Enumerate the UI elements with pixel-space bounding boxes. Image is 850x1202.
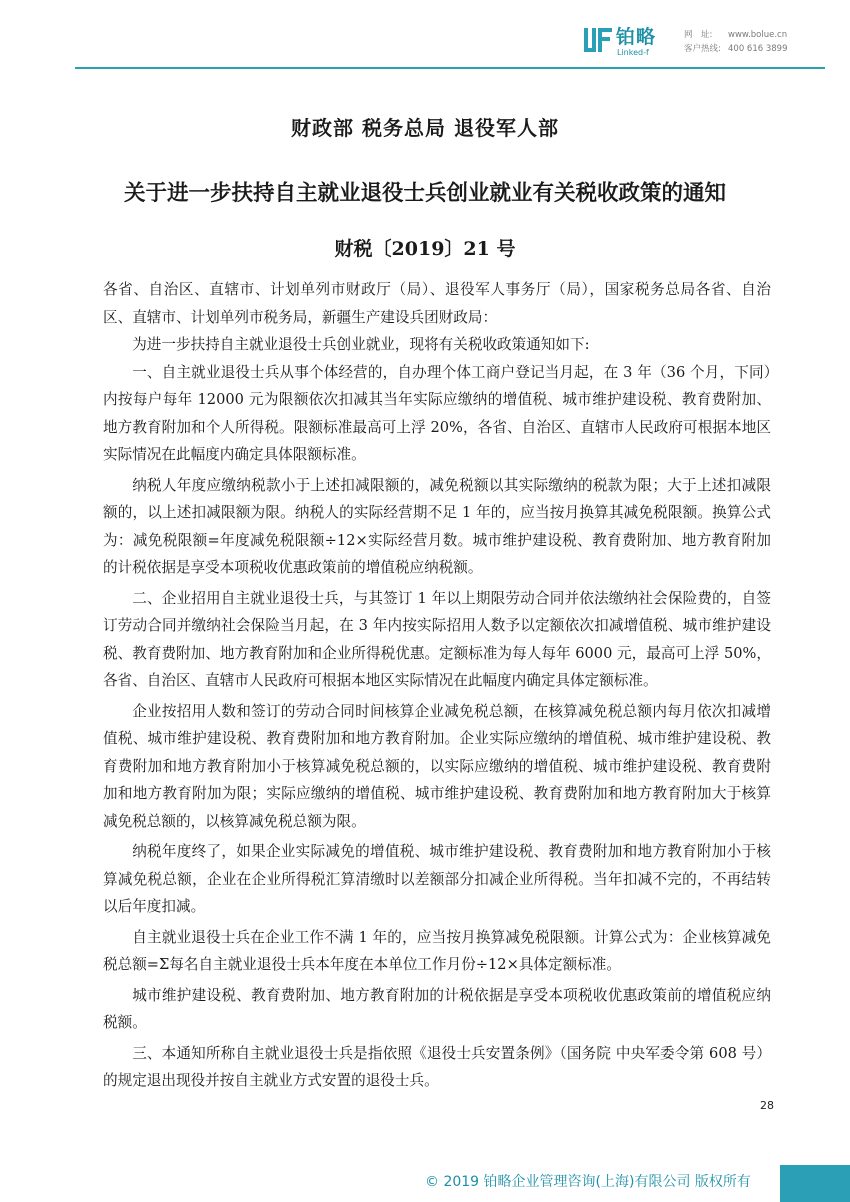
- footer-copyright: © 2019 铂略企业管理咨询(上海)有限公司 版权所有: [425, 1174, 751, 1190]
- hotline-label: 客户热线:: [684, 44, 721, 54]
- logo-chinese-text: 铂略: [616, 26, 657, 48]
- addressee-paragraph: 各省、自治区、直辖市、计划单列市财政厅（局）、退役军人事务厅（局），国家税务总局各省、自治区、直辖市、计划单列市税务局，新疆生产建设兵团财政局：: [103, 281, 771, 326]
- website-line: [684, 28, 787, 42]
- footer-accent-block: [780, 1165, 850, 1202]
- logo-mark-icon: [583, 26, 613, 58]
- contact-info: [684, 28, 787, 56]
- website-link[interactable]: www.bolue.cn: [728, 30, 788, 40]
- hotline-number: 400 616 3899: [728, 44, 788, 54]
- body-paragraph: 自主就业退役士兵在企业工作不满 1 年的，应当按月换算减免税限额。计算公式为：企业核算减免税总额=Σ每名自主就业退役士兵本年度在本单位工作月份÷12×具体定额标准。: [103, 928, 771, 973]
- body-paragraph: 城市维护建设税、教育费附加、地方教育附加的计税依据是享受本项税收优惠政策前的增值税应纳税额。: [103, 986, 771, 1031]
- page-number: 28: [760, 1099, 774, 1112]
- body-paragraph: 一、自主就业退役士兵从事个体经营的，自办理个体工商户登记当月起，在 3 年（36 个月，下同）内按每户每年 12000 元为限额依次扣减其当年实际应缴纳的增值税、城市维护建设税、教育费附加、地方教育附加和个人所得税。限额标准最高可上浮 20%，各省、自治区、直辖市人民政府可根据本地区实际情况在此幅度内确定具体限额标准。: [103, 363, 771, 463]
- body-paragraph: 二、企业招用自主就业退役士兵，与其签订 1 年以上期限劳动合同并依法缴纳社会保险费的，自签订劳动合同并缴纳社会保险当月起，在 3 年内按实际招用人数予以定额依次扣减增值税、城市维护建设税、教育费附加、地方教育附加和企业所得税优惠。定额标准为每人每年 6000 元，最高可上浮 50%，各省、自治区、直辖市人民政府可根据本地区实际情况在此幅度内确定具体定额标准。: [103, 589, 771, 689]
- body-paragraph: 纳税年度终了，如果企业实际减免的增值税、城市维护建设税、教育费附加和地方教育附加小于核算减免税总额，企业在企业所得税汇算清缴时以差额部分扣减企业所得税。当年扣减不完的，不再结转以后年度扣减。: [103, 843, 771, 915]
- body-paragraph: 三、本通知所称自主就业退役士兵是指依照《退役士兵安置条例》（国务院 中央军委令第 608 号）的规定退出现役并按自主就业方式安置的退役士兵。: [103, 1044, 771, 1089]
- issuer-heading: 财政部 税务总局 退役军人部: [291, 116, 559, 140]
- body-paragraph: 为进一步扶持自主就业退役士兵创业就业，现将有关税收政策通知如下:: [132, 336, 590, 353]
- document-title: 关于进一步扶持自主就业退役士兵创业就业有关税收政策的通知: [123, 181, 726, 206]
- website-label: 网 址:: [684, 30, 713, 40]
- body-paragraph: 企业按招用人数和签订的劳动合同时间核算企业减免税总额，在核算减免税总额内每月依次扣减增值税、城市维护建设税、教育费附加和地方教育附加。企业实际应缴纳的增值税、城市维护建设税、教育费附加和地方教育附加小于核算减免税总额的，以实际应缴纳的增值税、城市维护建设税、教育费附加和地方教育附加为限；实际应缴纳的增值税、城市维护建设税、教育费附加和地方教育附加大于核算减免税总额的，以核算减免税总额为限。: [103, 702, 771, 830]
- company-logo: [583, 26, 673, 60]
- document-body: [103, 276, 771, 1095]
- hotline-line: [684, 42, 787, 56]
- body-paragraph: 纳税人年度应缴纳税款小于上述扣减限额的，减免税额以其实际缴纳的税款为限；大于上述扣减限额的，以上述扣减限额为限。纳税人的实际经营期不足 1 年的，应当按月换算其减免税限额。换算公式为：减免税限额=年度减免税限额÷12×实际经营月数。城市维护建设税、教育费附加、地方教育附加的计税依据是享受本项税收优惠政策前的增值税应纳税额。: [103, 476, 771, 576]
- document-number: 财税〔2019〕21 号: [334, 238, 516, 260]
- logo-english-text: Linked-f: [617, 48, 649, 57]
- header-divider: [75, 67, 825, 69]
